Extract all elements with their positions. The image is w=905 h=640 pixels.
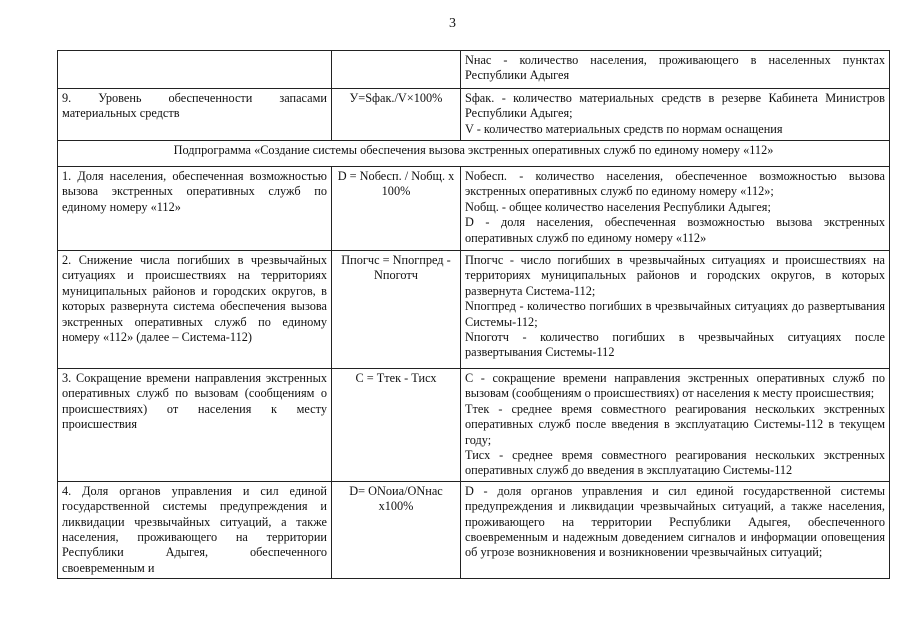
formula-cell: D= ONоиа/ONнас х100% bbox=[332, 481, 461, 578]
table-row bbox=[58, 89, 890, 141]
table-row bbox=[58, 251, 890, 369]
explanation-line: Sфак. - количество материальных средств в резерве Кабинета Министров Республики Адыгея; bbox=[465, 91, 885, 121]
explanation-cell bbox=[461, 89, 890, 141]
indicators-table bbox=[57, 50, 890, 579]
table-row bbox=[58, 481, 890, 578]
explanation-cell bbox=[461, 251, 890, 369]
subprogram-row bbox=[58, 141, 890, 167]
subprogram-heading: Подпрограмма «Создание системы обеспечения вызова экстренных оперативных служб по единому номеру «112» bbox=[58, 141, 890, 167]
explanation-line: Ттек - среднее время совместного реагирования нескольких экстренных оперативных служб после введения в эксплуатацию Системы-112 в текущем году; bbox=[465, 401, 885, 447]
explanation-line: Ппогчс - число погибших в чрезвычайных ситуациях и происшествиях на территориях муниципальных районов и городских округов, в которых развернута Система-112; bbox=[465, 253, 885, 298]
indicator-name-cell: 1. Доля населения, обеспеченная возможностью вызова экстренных оперативных служб по единому номеру «112» bbox=[58, 167, 332, 251]
explanation-line: Nобесп. - количество населения, обеспеченное возможностью вызова экстренных оперативных служб по единому номеру «112»; bbox=[465, 169, 885, 199]
explanation-line: V - количество материальных средств по нормам оснащения bbox=[465, 121, 783, 136]
explanation-line: С - сокращение времени направления экстренных оперативных служб по вызовам (сообщениям о происшествиях) от населения к месту происшествия; bbox=[465, 371, 885, 401]
explanation-line: D - доля населения, обеспеченная возможностью вызова экстренных оперативных служб по единому номеру «112» bbox=[465, 215, 885, 245]
formula-cell: Ппогчс = Nпогпред - Nпоготч bbox=[332, 251, 461, 369]
page-number: 3 bbox=[449, 16, 456, 31]
formula-cell: D = Nобесп. / Nобщ. х 100% bbox=[332, 167, 461, 251]
explanation-line: Nпогпред - количество погибших в чрезвычайных ситуациях до развертывания Системы-112; bbox=[465, 299, 885, 329]
explanation-line: Nнас - количество населения, проживающего в населенных пунктах Республики Адыгея bbox=[465, 53, 885, 83]
explanation-line: Nпоготч - количество погибших в чрезвычайных ситуациях после развертывания Системы-112 bbox=[465, 330, 885, 360]
indicator-name-cell: 2. Снижение числа погибших в чрезвычайных ситуациях и происшествиях на территориях муниципальных районов и городских округов, в которых развернута система обеспечения вызова экстренных оперативных служб по единому номеру «112» (далее – Система-112) bbox=[58, 251, 332, 369]
table-row bbox=[58, 51, 890, 89]
explanation-cell bbox=[461, 51, 890, 89]
explanation-line: D - доля органов управления и сил единой государственной системы предупреждения и ликвидации чрезвычайных ситуаций, а также населения, проживающего на территории Республики Адыгея, обеспеченного своевременным и надежным доведением сигналов и информации оповещения об угрозе возникновения и возникновении чрезвычайных ситуаций; bbox=[465, 483, 885, 560]
indicator-name-cell: 3. Сокращение времени направления экстренных оперативных служб по вызовам (сообщениям о происшествиях) от населения к месту происшествия bbox=[58, 369, 332, 482]
table-row bbox=[58, 167, 890, 251]
formula-cell: С = Ттек - Тисх bbox=[332, 369, 461, 482]
explanation-cell bbox=[461, 167, 890, 251]
formula-cell: У=Sфак./V×100% bbox=[332, 89, 461, 141]
indicator-name-cell: 4. Доля органов управления и сил единой государственной системы предупреждения и ликвидации чрезвычайных ситуаций, а также населения, проживающего на территории Республики Адыгея, обеспеченного своевременным и bbox=[58, 481, 332, 578]
indicator-name-cell: 9. Уровень обеспеченности запасами материальных средств bbox=[58, 89, 332, 141]
explanation-cell bbox=[461, 369, 890, 482]
explanation-line: Nобщ. - общее количество населения Республики Адыгея; bbox=[465, 199, 771, 214]
formula-cell bbox=[332, 51, 461, 89]
explanation-cell bbox=[461, 481, 890, 578]
indicator-name-cell bbox=[58, 51, 332, 89]
table-row bbox=[58, 369, 890, 482]
explanation-line: Тисх - среднее время совместного реагирования нескольких экстренных оперативных служб до введения в эксплуатацию Системы-112 bbox=[465, 448, 885, 478]
